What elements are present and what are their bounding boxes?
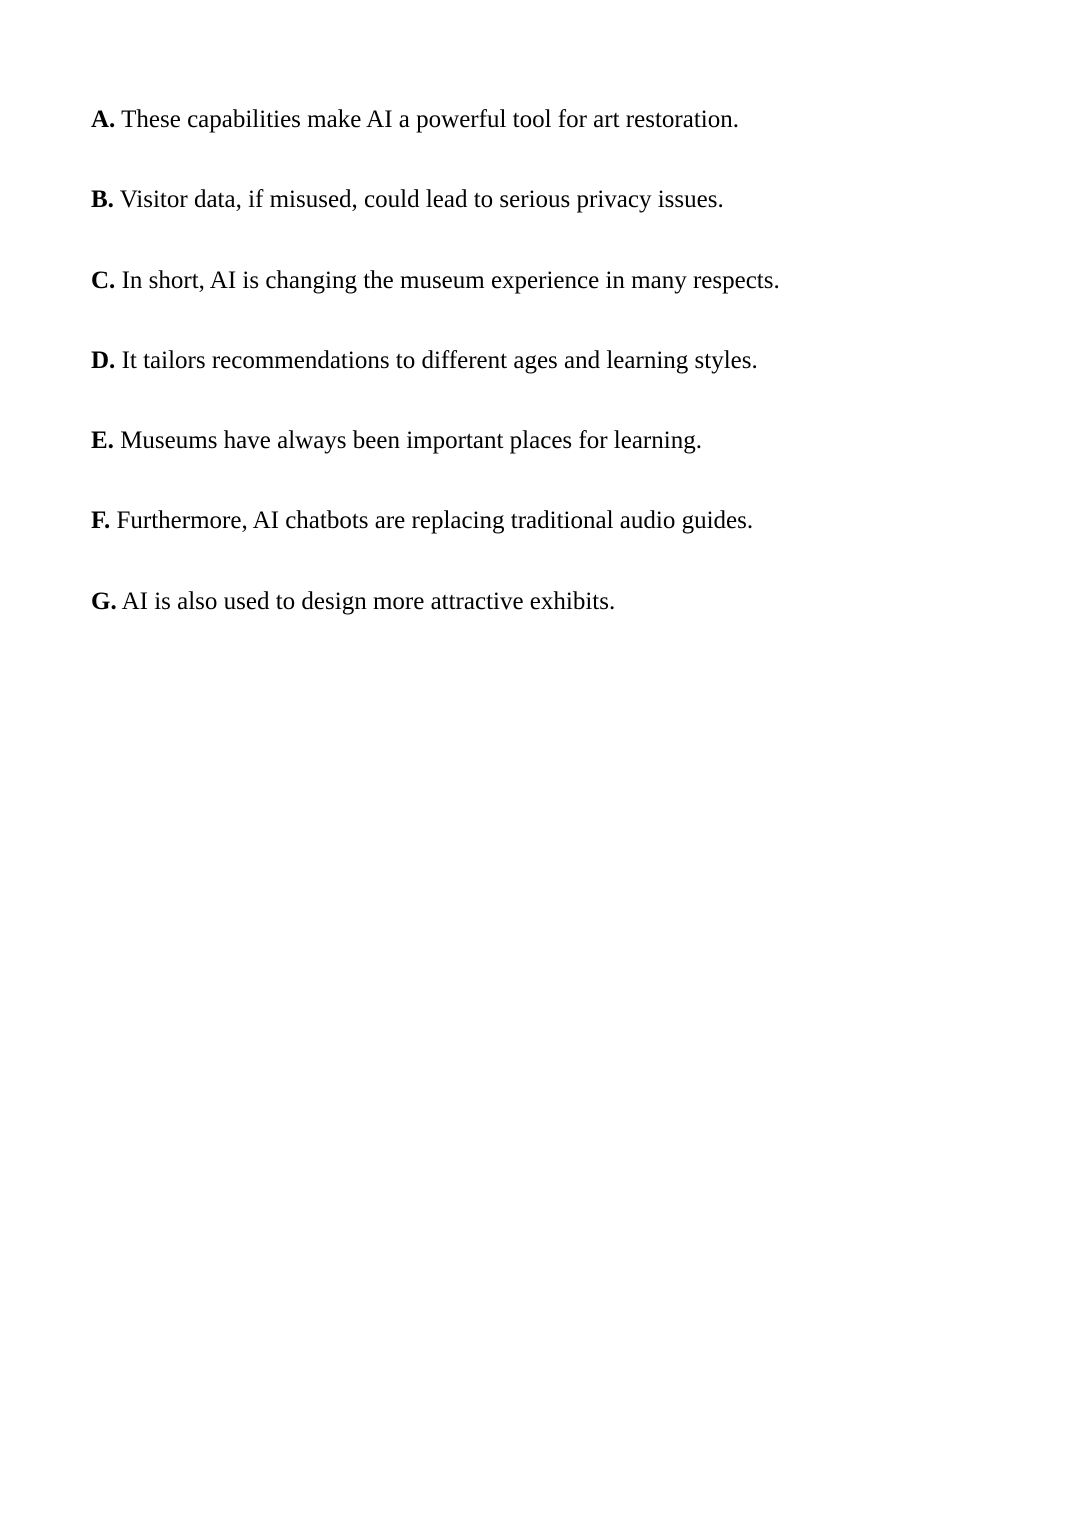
option-a — [91, 103, 991, 183]
option-text: It tailors recommendations to different ages and learning styles. — [121, 346, 758, 374]
option-text: AI is also used to design more attractive exhibits. — [121, 587, 616, 615]
option-e — [91, 424, 991, 504]
option-letter: F. — [91, 507, 111, 535]
option-letter: E. — [91, 427, 114, 455]
option-b — [91, 183, 991, 263]
option-letter: C. — [91, 266, 116, 294]
option-text: Museums have always been important places for learning. — [120, 427, 702, 455]
option-text: Visitor data, if misused, could lead to serious privacy issues. — [119, 186, 724, 214]
option-text: Furthermore, AI chatbots are replacing traditional audio guides. — [116, 507, 754, 535]
option-list — [91, 103, 991, 665]
option-d — [91, 344, 991, 424]
option-letter: B. — [91, 186, 114, 214]
option-text: These capabilities make AI a powerful tool for art restoration. — [121, 106, 739, 133]
option-g — [91, 585, 991, 665]
option-text: In short, AI is changing the museum experience in many respects. — [121, 266, 780, 294]
option-letter: A. — [91, 106, 116, 133]
option-f — [91, 504, 991, 584]
option-letter: G. — [91, 587, 117, 615]
option-letter: D. — [91, 346, 116, 374]
option-c — [91, 264, 991, 344]
